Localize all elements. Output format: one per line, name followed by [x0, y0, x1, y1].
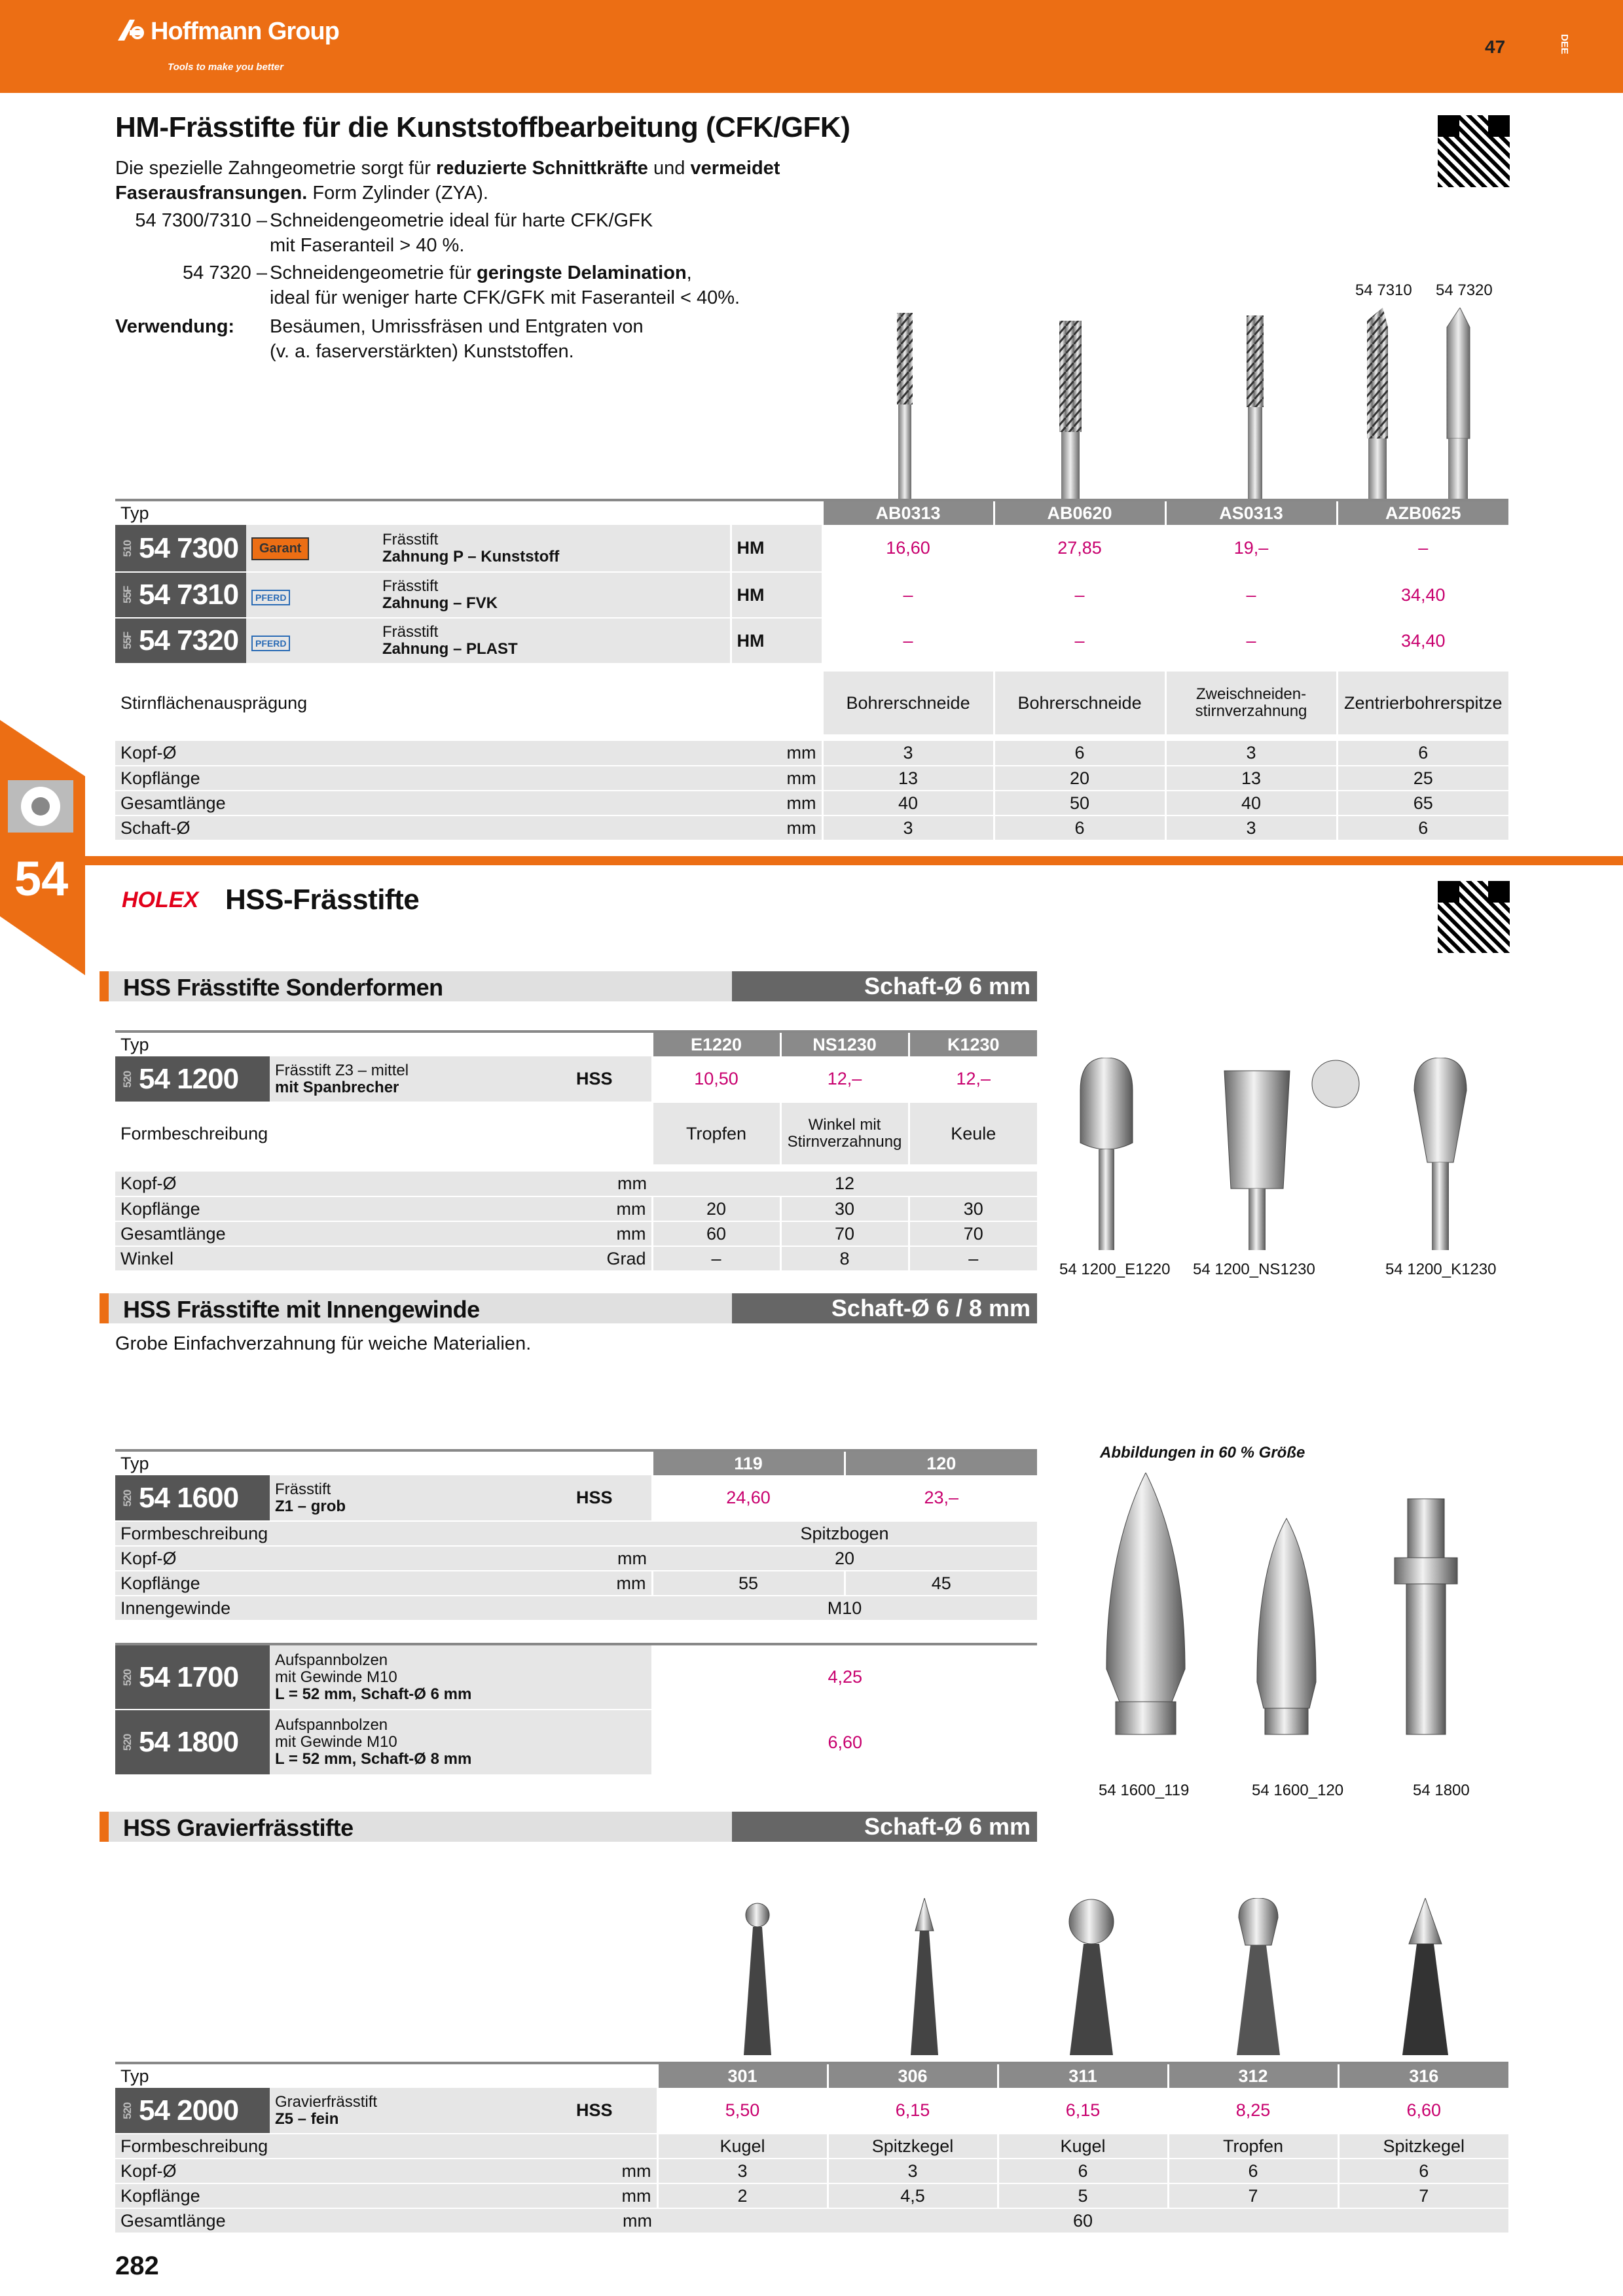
note-text: Schneidengeometrie für geringste Delamination, ideal für weniger harte CFK/GFK mit Faseranteil < 40%.: [270, 262, 740, 308]
material: HM: [731, 618, 822, 664]
table-row[interactable]: 520 54 1200 Frässtift Z3 – mittel mit Spanbrecher HSS 10,50 12,– 12,–: [115, 1056, 1037, 1102]
price: –: [822, 572, 994, 618]
product-table-542000: Typ 301 306 311 312 316 520 54 2000 Gravierfrässtift Z5 – fein HSS 5,50 6,15 6,15 8,25 6,60 Formbeschreibung Kugel Spitzkegel Kugel Tropfen Spitzkegel Kopf-Ø mm 3 3 6 6 6 Kopflänge mm 2 4,5 5 7 7 Gesamtlänge mm 60: [115, 2062, 1508, 2234]
image-caption: 54 1200_NS1230: [1193, 1261, 1315, 1278]
brand-tagline: Tools to make you better: [168, 62, 283, 73]
price: 6,60: [652, 1710, 1037, 1775]
item-desc: Frässtift: [382, 577, 439, 595]
tool-image-306: [911, 1898, 938, 2055]
item-number[interactable]: 54 2000: [139, 2094, 239, 2126]
image-caption: 54 1600_119: [1099, 1782, 1190, 1799]
item-number[interactable]: 54 1700: [139, 1660, 239, 1693]
spec-row: Kopflänge mm 2 4,5 5 7 7: [115, 2183, 1508, 2208]
intro-bold: reduzierte Schnittkräfte: [436, 158, 648, 179]
spec-row: Innengewinde M10: [115, 1596, 1037, 1621]
qr-code[interactable]: [1438, 881, 1510, 953]
image-caption: 54 7310: [1355, 281, 1412, 299]
face-value: Zentrierbohrerspitze: [1337, 672, 1508, 734]
chapter-number: 54: [14, 852, 69, 906]
subsection-bar: HSS Gravierfrässtifte Schaft-Ø 6 mm: [100, 1812, 1037, 1842]
tool-image-ab0313: [897, 313, 913, 500]
pferd-brand-badge: PFERD: [251, 590, 290, 605]
item-number[interactable]: 54 1600: [139, 1481, 239, 1514]
intro-bold: vermeidet: [690, 158, 780, 179]
price: –: [994, 618, 1165, 664]
item-number[interactable]: 54 7310: [139, 579, 239, 611]
tool-image-azb0625-7310: [1367, 308, 1388, 500]
intro-text: Form Zylinder (ZYA).: [307, 183, 488, 204]
subsection-text: Grobe Einfachverzahnung für weiche Materialien.: [115, 1333, 532, 1354]
spec-row: Kopflänge mm 13 20 13 25: [115, 766, 1508, 791]
material: HM: [731, 525, 822, 572]
shank-diameter: Schaft-Ø 6 mm: [732, 971, 1037, 1001]
col-ab0620: AB0620: [994, 500, 1165, 525]
price: 12,–: [909, 1056, 1037, 1102]
image-caption: 54 1600_120: [1252, 1782, 1344, 1799]
price: 23,–: [845, 1475, 1037, 1521]
product-images-cfk: [877, 308, 1519, 504]
price: –: [822, 618, 994, 664]
image-caption: 54 7320: [1436, 281, 1493, 299]
tool-image-119: [1106, 1473, 1185, 1734]
price: –: [1165, 572, 1337, 618]
tool-image-120: [1257, 1518, 1316, 1734]
item-number[interactable]: 54 7300: [139, 531, 239, 564]
intro-text: Die spezielle Zahngeometrie sorgt für: [115, 158, 437, 179]
footer-page-number: 282: [115, 2251, 159, 2280]
table-row[interactable]: 55F 54 7320 PFERD Frässtift Zahnung – PLAST HM – – – 34,40: [115, 618, 1508, 664]
table-row[interactable]: 520 54 2000 Gravierfrässtift Z5 – fein HSS 5,50 6,15 6,15 8,25 6,60: [115, 2088, 1508, 2134]
price: 10,50: [652, 1056, 780, 1102]
price: 19,–: [1165, 525, 1337, 572]
price: 6,15: [998, 2088, 1168, 2134]
item-number[interactable]: 54 1800: [139, 1726, 239, 1758]
table-row[interactable]: 510 54 7300 Garant Frässtift Zahnung P – Kunststoff HM 16,60 27,85 19,– –: [115, 525, 1508, 572]
tool-image-e1220: [1080, 1058, 1133, 1250]
price: 8,25: [1168, 2088, 1338, 2134]
language-code: DEE: [1559, 34, 1570, 54]
shank-diameter: Schaft-Ø 6 mm: [732, 1812, 1037, 1842]
catalog-page-number: 47: [1485, 37, 1506, 57]
col-ab0313: AB0313: [822, 500, 994, 525]
image-scale-note: Abbildungen in 60 % Größe: [1100, 1444, 1305, 1462]
spec-row: Kopf-Ø mm 3 3 6 6 6: [115, 2159, 1508, 2183]
spec-row: Kopflänge mm 20 30 30: [115, 1196, 1037, 1221]
subsection-bar: HSS Frässtifte Sonderformen Schaft-Ø 6 mm: [100, 971, 1037, 1001]
section-title: HM-Frässtifte für die Kunststoffbearbeitung (CFK/GFK): [115, 111, 850, 143]
product-images-gravier: [674, 1898, 1508, 2062]
spec-row: Formbeschreibung Spitzbogen: [115, 1521, 1037, 1546]
tool-image-301: [744, 1903, 771, 2055]
item-desc: Frässtift: [382, 623, 439, 641]
price: –: [994, 572, 1165, 618]
price: 27,85: [994, 525, 1165, 572]
item-desc: Frässtift: [382, 530, 439, 548]
header-bar: [0, 0, 1623, 93]
spec-row: Kopf-Ø mm 12: [115, 1172, 1037, 1196]
material: HM: [731, 572, 822, 618]
image-caption: 54 1200_E1220: [1059, 1261, 1171, 1278]
item-number[interactable]: 54 1200: [139, 1062, 239, 1095]
spec-row: Kopf-Ø mm 20: [115, 1546, 1037, 1571]
intro-bold: Faserausfransungen.: [115, 183, 308, 204]
table-row[interactable]: 520 54 1800 Aufspannbolzen mit Gewinde M10 L = 52 mm, Schaft-Ø 8 mm 6,60: [115, 1710, 1037, 1775]
col-azb0625: AZB0625: [1337, 500, 1508, 525]
spec-row: Gesamtlänge mm 60: [115, 2208, 1508, 2233]
spec-label: Stirnflächenausprägung: [120, 692, 308, 713]
garant-brand-badge: Garant: [251, 537, 309, 560]
price: 5,50: [657, 2088, 828, 2134]
tool-image-541800: [1395, 1499, 1457, 1734]
brand-name: Hoffmann Group: [151, 18, 339, 45]
hoffmann-logo-icon: [115, 17, 145, 43]
section-divider: [85, 856, 1623, 865]
price: 4,25: [652, 1644, 1037, 1710]
tool-image-k1230: [1414, 1058, 1467, 1250]
tool-image-ns1230: [1224, 1060, 1359, 1250]
product-table-hm: Typ AB0313 AB0620 AS0313 AZB0625 510 54 7300 Garant Frässtift Zahnung P – Kunststoff HM 16,60 27,85 19,– – 55F 54 7310 PFERD Frässtift Zahnung – FVK HM – – – 34,40 55F 54 7320 PFERD Frässtift Zahnung – PLAST HM – – – 34,40 Stirnflächenausprägung Bohrerschneide Bohrerschneide Zweischneiden- stirnverzahnung Zentrierbohrerspitze Kopf-Ø mm 3 6 3 6 Kopflänge mm 13 20 13 25 Gesamtlänge mm 40 50 40 65 Schaft-Ø mm 3 6 3 6: [115, 499, 1508, 841]
price: 6,15: [828, 2088, 998, 2134]
image-caption: 54 1800: [1413, 1782, 1470, 1799]
tool-image-312: [1237, 1898, 1280, 2055]
product-images-sonderformen: [1061, 1058, 1519, 1254]
face-value: Bohrerschneide: [822, 672, 994, 734]
tool-image-316: [1402, 1898, 1448, 2055]
intro-text: und: [647, 158, 691, 179]
image-caption: 54 1200_K1230: [1385, 1261, 1497, 1278]
product-table-541600: Typ 119 120 520 54 1600 Frässtift Z1 – grob HSS 24,60 23,– Formbeschreibung Spitzbogen Kopf-Ø mm 20 Kopflänge mm 55 45 Innengewinde M10 520 54 1700 Aufspannbolzen mit Gewinde M10 L = 52 mm, Schaft-Ø 6 mm 4,25 520 54 1800 Aufspannbolzen mit Gewinde M10 L = 52 mm, Schaft-Ø 8 mm 6,60: [115, 1449, 1037, 1776]
item-number[interactable]: 54 7320: [139, 624, 239, 656]
table-row[interactable]: 55F 54 7310 PFERD Frässtift Zahnung – FVK HM – – – 34,40: [115, 572, 1508, 618]
spec-row: Gesamtlänge mm 40 50 40 65: [115, 791, 1508, 816]
tool-image-as0313: [1247, 315, 1264, 500]
tool-image-311: [1069, 1899, 1114, 2055]
section-title: HSS-Frässtifte: [225, 884, 420, 916]
usage-key: Verwendung:: [115, 316, 235, 337]
note-key: 54 7320 –: [182, 262, 267, 283]
tool-image-ab0620: [1059, 321, 1082, 500]
subsection-bar: HSS Frässtifte mit Innengewinde Schaft-Ø 6 / 8 mm: [100, 1293, 1037, 1323]
spec-row: Formbeschreibung Kugel Spitzkegel Kugel Tropfen Spitzkegel: [115, 2134, 1508, 2159]
spec-row: Schaft-Ø mm 3 6 3 6: [115, 816, 1508, 840]
qr-code[interactable]: [1438, 115, 1510, 187]
table-row[interactable]: 520 54 1700 Aufspannbolzen mit Gewinde M10 L = 52 mm, Schaft-Ø 6 mm 4,25: [115, 1644, 1037, 1710]
tool-image-azb0625-7320: [1447, 308, 1470, 500]
chapter-tab: [0, 720, 85, 975]
pferd-brand-badge: PFERD: [251, 636, 290, 651]
note-key: 54 7300/7310 –: [135, 210, 267, 231]
type-header: Typ: [115, 500, 822, 525]
face-value: Zweischneiden-: [1195, 685, 1307, 703]
spec-row: Kopflänge mm 55 45: [115, 1571, 1037, 1596]
col-as0313: AS0313: [1165, 500, 1337, 525]
product-table-541200: Typ E1220 NS1230 K1230 520 54 1200 Frässtift Z3 – mittel mit Spanbrecher HSS 10,50 12,– 12,– Formbeschreibung Tropfen Winkel mit Stirnverzahnung Keule Kopf-Ø mm 12 Kopflänge mm 20 30 30 Gesamtlänge mm 60 70 70 Winkel Grad – 8 –: [115, 1030, 1037, 1272]
price: 34,40: [1337, 618, 1508, 664]
price: 12,–: [780, 1056, 909, 1102]
price: 6,60: [1338, 2088, 1508, 2134]
spec-row: Kopf-Ø mm 3 6 3 6: [115, 741, 1508, 766]
brand-logo: [115, 17, 339, 46]
face-value: Bohrerschneide: [994, 672, 1165, 734]
table-row[interactable]: 520 54 1600 Frässtift Z1 – grob HSS 24,60 23,–: [115, 1475, 1037, 1521]
price: 24,60: [652, 1475, 845, 1521]
usage-text: Besäumen, Umrissfräsen und Entgraten von (v. a. faserverstärkten) Kunststoffen.: [270, 316, 644, 362]
price: 34,40: [1337, 572, 1508, 618]
price: 16,60: [822, 525, 994, 572]
price: –: [1337, 525, 1508, 572]
spec-row: Winkel Grad – 8 –: [115, 1246, 1037, 1271]
spec-row: Gesamtlänge mm 60 70 70: [115, 1221, 1037, 1246]
product-images-innengewinde: [1087, 1473, 1506, 1774]
shank-diameter: Schaft-Ø 6 / 8 mm: [732, 1293, 1037, 1323]
holex-logo: HOLEX: [122, 888, 199, 912]
price: –: [1165, 618, 1337, 664]
note-text: Schneidengeometrie ideal für harte CFK/GFK mit Faseranteil > 40 %.: [270, 210, 653, 256]
